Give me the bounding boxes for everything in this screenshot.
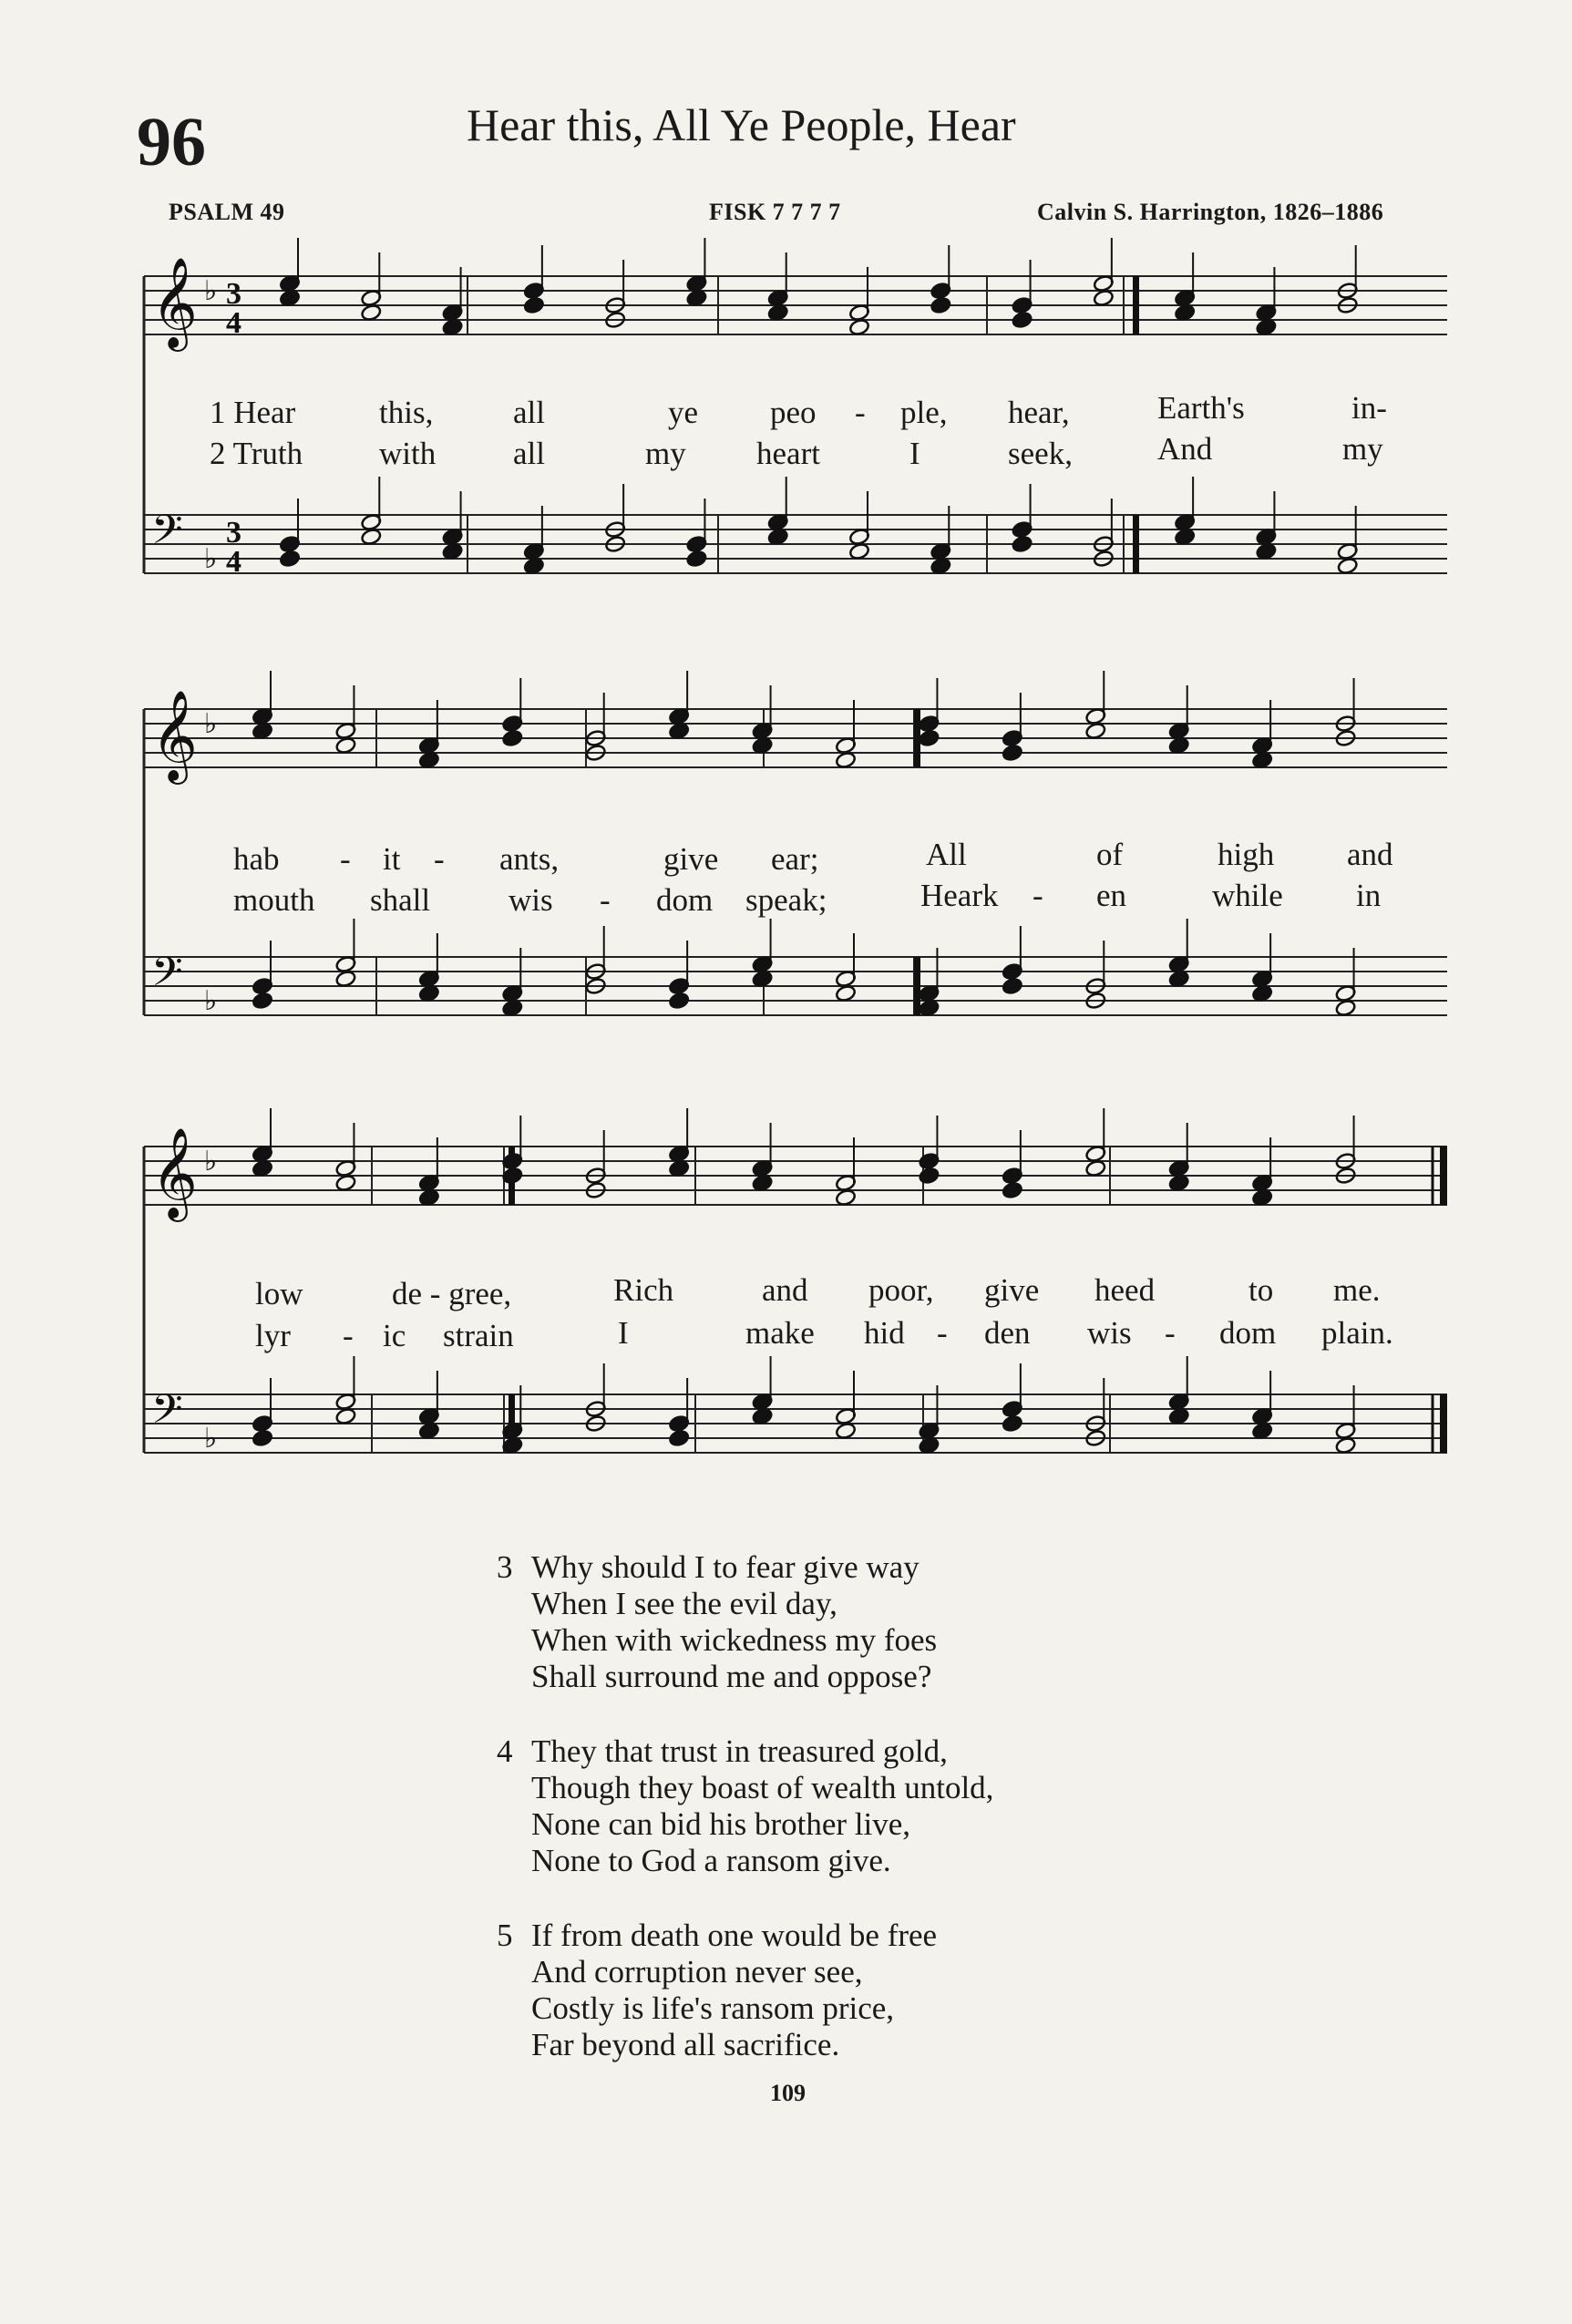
lyric: hab bbox=[233, 841, 280, 877]
note-head bbox=[252, 992, 273, 1010]
final-barline-thick bbox=[1440, 1147, 1447, 1205]
time-signature-bottom: 4 bbox=[226, 306, 241, 340]
note-head bbox=[1012, 311, 1033, 329]
treble-staff bbox=[144, 1108, 1447, 1222]
lyric: heed bbox=[1094, 1272, 1156, 1308]
lyric: - bbox=[855, 395, 866, 430]
tune-name: FISK 7 7 7 7 bbox=[709, 199, 841, 225]
note-head bbox=[501, 1167, 523, 1185]
lyric: And bbox=[1157, 431, 1213, 467]
lyric: low bbox=[255, 1276, 303, 1311]
note-head bbox=[1174, 303, 1196, 322]
verse-5 bbox=[497, 1918, 993, 2063]
lyric: with bbox=[379, 436, 437, 471]
note-head bbox=[1251, 1422, 1273, 1440]
lyric: Rich bbox=[613, 1272, 674, 1308]
lyric: 2 Truth bbox=[210, 436, 303, 471]
additional-verses bbox=[497, 1549, 993, 2102]
verse-line: If from death one would be free bbox=[531, 1918, 938, 1953]
note-head bbox=[501, 999, 523, 1017]
note-head bbox=[1002, 977, 1023, 995]
note-head bbox=[668, 1159, 690, 1177]
note-head bbox=[686, 289, 708, 307]
time-signature-bottom: 4 bbox=[226, 545, 241, 579]
note-head bbox=[1002, 1414, 1023, 1433]
note-head bbox=[668, 992, 690, 1010]
note-head bbox=[1256, 318, 1278, 336]
verse-4 bbox=[497, 1733, 993, 1879]
music-system-2 bbox=[144, 690, 1461, 1075]
verse-number: 3 bbox=[497, 1549, 513, 1585]
note-head bbox=[1174, 528, 1196, 546]
lyric: high bbox=[1218, 837, 1275, 872]
note-head bbox=[1084, 722, 1106, 740]
note-head bbox=[930, 296, 951, 314]
lyric: - bbox=[434, 841, 445, 877]
note-head bbox=[1093, 289, 1115, 307]
note-head bbox=[335, 970, 357, 988]
verse-line: None can bid his brother live, bbox=[531, 1806, 911, 1842]
note-head bbox=[752, 970, 774, 988]
note-head bbox=[767, 303, 789, 322]
note-head bbox=[279, 289, 301, 307]
lyric: - bbox=[600, 882, 611, 918]
note-head bbox=[335, 1407, 357, 1425]
lyric: mouth bbox=[233, 882, 315, 918]
note-head bbox=[930, 557, 951, 575]
note-head bbox=[279, 550, 301, 568]
flat-key-signature-icon: ♭ bbox=[204, 275, 218, 307]
bass-staff bbox=[144, 477, 1447, 579]
note-head bbox=[752, 736, 774, 755]
treble-clef-icon: 𝄞 bbox=[151, 690, 198, 781]
note-head bbox=[418, 984, 440, 1003]
verse-number: 5 bbox=[497, 1918, 513, 1953]
note-head bbox=[501, 729, 523, 747]
double-barline bbox=[914, 957, 920, 1015]
lyric: plain. bbox=[1321, 1315, 1393, 1351]
note-head bbox=[523, 557, 545, 575]
hymn-title: Hear this, All Ye People, Hear bbox=[467, 99, 1016, 150]
note-head bbox=[1168, 970, 1190, 988]
bass-clef-icon: 𝄢 bbox=[151, 1385, 183, 1443]
note-head bbox=[1335, 999, 1357, 1017]
lyric: give bbox=[984, 1272, 1040, 1308]
lyric: in bbox=[1356, 878, 1382, 913]
lyric: heart bbox=[756, 436, 820, 471]
note-head bbox=[919, 1167, 940, 1185]
lyric: strain bbox=[443, 1318, 514, 1353]
note-head bbox=[335, 736, 357, 755]
note-head bbox=[418, 1188, 440, 1207]
lyric: ants, bbox=[499, 841, 560, 877]
lyric: Earth's bbox=[1157, 390, 1245, 426]
lyric: wis bbox=[509, 882, 553, 918]
lyric: dom bbox=[656, 882, 714, 918]
lyric: and bbox=[1347, 837, 1393, 872]
note-head bbox=[1168, 1407, 1190, 1425]
note-head bbox=[418, 1422, 440, 1440]
lyric: give bbox=[663, 841, 719, 877]
lyric: de - gree, bbox=[392, 1276, 512, 1311]
lyric: of bbox=[1096, 837, 1124, 872]
lyric: den bbox=[984, 1315, 1031, 1351]
verse-line: When I see the evil day, bbox=[531, 1586, 837, 1621]
lyric: hid bbox=[864, 1315, 905, 1351]
lyric: en bbox=[1096, 878, 1127, 913]
note-head bbox=[1251, 1188, 1273, 1207]
verse-line: Shall surround me and oppose? bbox=[531, 1659, 932, 1694]
time-signature-top: 3 bbox=[226, 277, 241, 311]
note-head bbox=[767, 528, 789, 546]
note-head bbox=[1084, 1159, 1106, 1177]
note-head bbox=[1251, 751, 1273, 769]
note-head bbox=[919, 999, 940, 1017]
bass-clef-icon: 𝄢 bbox=[151, 506, 183, 563]
note-head bbox=[523, 296, 545, 314]
note-head bbox=[442, 318, 464, 336]
note-head bbox=[1168, 736, 1190, 755]
lyric: in- bbox=[1351, 390, 1387, 426]
lyric: all bbox=[513, 436, 545, 471]
note-head bbox=[848, 318, 870, 336]
lyric: dom bbox=[1219, 1315, 1277, 1351]
lyric: - bbox=[343, 1318, 354, 1353]
hymn-number: 96 bbox=[137, 104, 206, 180]
note-head bbox=[1251, 984, 1273, 1003]
lyric: hear, bbox=[1008, 395, 1070, 430]
lyric: 1 Hear bbox=[210, 395, 296, 430]
note-head bbox=[418, 751, 440, 769]
page-number: 109 bbox=[770, 2080, 806, 2106]
lyric: speak; bbox=[745, 882, 827, 918]
lyric: seek, bbox=[1008, 436, 1073, 471]
note-head bbox=[501, 1436, 523, 1455]
note-head bbox=[1012, 535, 1033, 553]
lyric: lyr bbox=[255, 1318, 291, 1353]
music-system-3 bbox=[144, 1127, 1461, 1513]
note-head bbox=[919, 1436, 940, 1455]
flat-key-signature-icon: ♭ bbox=[204, 543, 218, 575]
lyric: all bbox=[513, 395, 545, 430]
lyric: me. bbox=[1333, 1272, 1381, 1308]
lyric: it bbox=[383, 841, 401, 877]
lyric: - bbox=[340, 841, 351, 877]
lyric: Heark bbox=[920, 878, 999, 913]
note-head bbox=[686, 550, 708, 568]
note-head bbox=[1002, 1181, 1023, 1199]
bass-staff bbox=[144, 1356, 1447, 1455]
lyric: I bbox=[618, 1315, 629, 1351]
note-head bbox=[252, 1159, 273, 1177]
flat-key-signature-icon: ♭ bbox=[204, 1423, 218, 1455]
lyric: - bbox=[937, 1315, 948, 1351]
verse-line: They that trust in treasured gold, bbox=[531, 1733, 948, 1769]
verse-line: Though they boast of wealth untold, bbox=[531, 1770, 994, 1805]
note-head bbox=[1335, 1436, 1357, 1455]
verse-line: When with wickedness my foes bbox=[531, 1622, 938, 1658]
lyric: peo bbox=[770, 395, 817, 430]
note-head bbox=[668, 1429, 690, 1447]
double-barline bbox=[1133, 515, 1139, 573]
note-head bbox=[1337, 557, 1359, 575]
note-head bbox=[835, 751, 857, 769]
lyric: make bbox=[745, 1315, 815, 1351]
bass-staff bbox=[144, 919, 1447, 1017]
note-head bbox=[835, 1422, 857, 1440]
verse-3 bbox=[497, 1549, 993, 1695]
note-head bbox=[360, 528, 382, 546]
verse-line: Far beyond all sacrifice. bbox=[531, 2027, 840, 2062]
note-head bbox=[752, 1174, 774, 1192]
note-head bbox=[442, 542, 464, 560]
lyric: I bbox=[909, 436, 920, 471]
lyric: ye bbox=[668, 395, 699, 430]
lyric: my bbox=[645, 436, 686, 471]
note-head bbox=[1256, 542, 1278, 560]
flat-key-signature-icon: ♭ bbox=[204, 708, 218, 740]
note-head bbox=[668, 722, 690, 740]
lyric: ple, bbox=[900, 395, 948, 430]
lyric: - bbox=[1165, 1315, 1176, 1351]
treble-staff bbox=[144, 671, 1447, 785]
lyric: ear; bbox=[771, 841, 819, 877]
final-barline-thick bbox=[1440, 1394, 1447, 1453]
lyric: to bbox=[1248, 1272, 1274, 1308]
note-head bbox=[835, 1188, 857, 1207]
psalm-reference: PSALM 49 bbox=[169, 199, 285, 225]
treble-clef-icon: 𝄞 bbox=[151, 257, 198, 348]
lyric: ic bbox=[383, 1318, 406, 1353]
treble-clef-icon: 𝄞 bbox=[151, 1127, 198, 1219]
lyric: poor, bbox=[868, 1272, 934, 1308]
note-head bbox=[1168, 1174, 1190, 1192]
flat-key-signature-icon: ♭ bbox=[204, 985, 218, 1017]
lyric: while bbox=[1212, 878, 1283, 913]
double-barline bbox=[1133, 276, 1139, 334]
verse-line: Costly is life's ransom price, bbox=[531, 1990, 895, 2026]
note-head bbox=[835, 984, 857, 1003]
note-head bbox=[335, 1174, 357, 1192]
lyric: this, bbox=[379, 395, 434, 430]
lyric: wis bbox=[1087, 1315, 1132, 1351]
lyric: All bbox=[926, 837, 967, 872]
verse-line: Why should I to fear give way bbox=[531, 1549, 920, 1585]
verse-line: And corruption never see, bbox=[531, 1954, 863, 1990]
lyric: my bbox=[1342, 431, 1383, 467]
verse-number: 4 bbox=[497, 1733, 513, 1769]
note-head bbox=[252, 1429, 273, 1447]
lyric: shall bbox=[370, 882, 431, 918]
time-signature-top: 3 bbox=[226, 516, 241, 550]
lyric: - bbox=[1033, 878, 1043, 913]
note-head bbox=[848, 542, 870, 560]
note-head bbox=[752, 1407, 774, 1425]
note-head bbox=[919, 729, 940, 747]
bass-clef-icon: 𝄢 bbox=[151, 948, 183, 1005]
flat-key-signature-icon: ♭ bbox=[204, 1146, 218, 1177]
music-system-1 bbox=[144, 257, 1461, 633]
note-head bbox=[1002, 744, 1023, 762]
verse-line: None to God a ransom give. bbox=[531, 1843, 891, 1878]
note-head bbox=[252, 722, 273, 740]
treble-staff bbox=[144, 238, 1447, 352]
lyric: and bbox=[762, 1272, 808, 1308]
note-head bbox=[360, 303, 382, 322]
composer-credit: Calvin S. Harrington, 1826–1886 bbox=[1037, 199, 1384, 225]
